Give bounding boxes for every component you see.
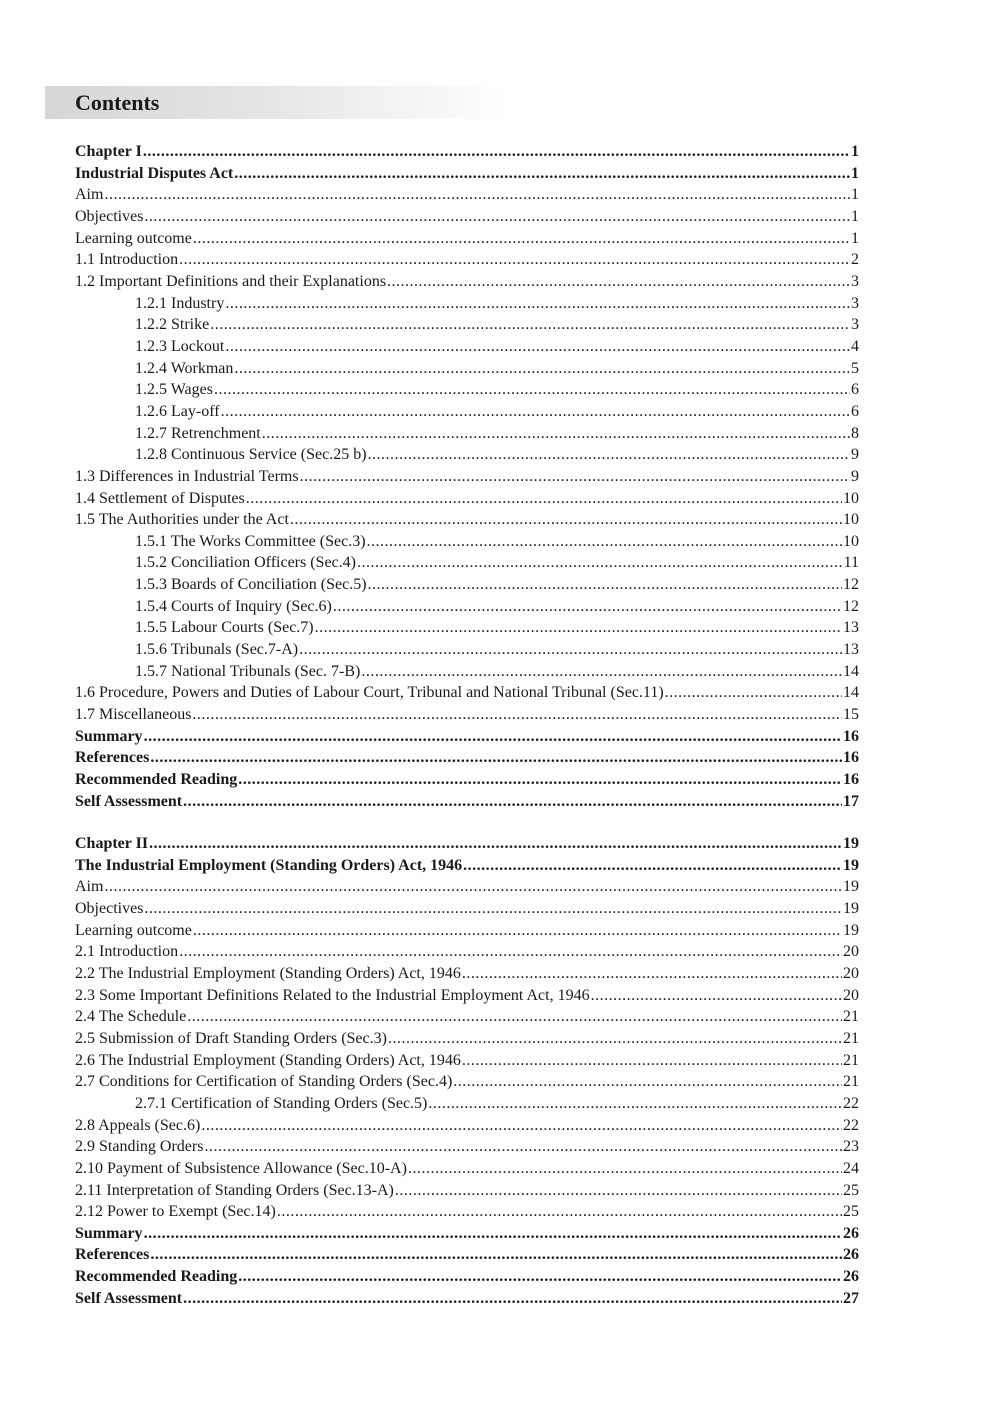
toc-entry-label: 2.3 Some Important Definitions Related to the Industrial Employment Act, 1946 xyxy=(75,986,590,1004)
toc-page-number: 20 xyxy=(843,964,859,982)
toc-page-number: 9 xyxy=(851,446,859,464)
toc-page-number: 14 xyxy=(843,684,859,702)
toc-entry[interactable] xyxy=(75,509,859,531)
toc-entry[interactable] xyxy=(75,682,859,704)
toc-entry[interactable] xyxy=(75,228,859,250)
toc-entry[interactable] xyxy=(75,1115,859,1137)
toc-dot-leader xyxy=(462,1050,842,1072)
toc-dot-leader xyxy=(225,293,850,315)
toc-entry[interactable] xyxy=(75,898,859,920)
toc-page-number: 1 xyxy=(851,164,859,182)
toc-page-number: 6 xyxy=(851,381,859,399)
toc-entry-label: 1.6 Procedure, Powers and Duties of Labour Court, Tribunal and National Tribunal (Sec.11) xyxy=(75,684,664,702)
toc-dot-leader xyxy=(246,488,842,510)
toc-page-number: 25 xyxy=(843,1203,859,1221)
toc-entry[interactable] xyxy=(75,1158,859,1180)
toc-dot-leader xyxy=(150,747,842,769)
toc-page-number: 4 xyxy=(851,337,859,355)
toc-page-number: 23 xyxy=(843,1138,859,1156)
toc-page-number: 20 xyxy=(843,986,859,1004)
toc-entry-label: 2.11 Interpretation of Standing Orders (Sec.13-A) xyxy=(75,1181,394,1199)
toc-dot-leader xyxy=(300,466,850,488)
toc-dot-leader xyxy=(221,401,850,423)
toc-entry[interactable] xyxy=(75,141,859,163)
toc-entry[interactable] xyxy=(75,791,859,813)
toc-entry[interactable] xyxy=(75,466,859,488)
toc-entry-label: Learning outcome xyxy=(75,921,192,939)
toc-entry-label: 1.4 Settlement of Disputes xyxy=(75,489,245,507)
toc-page-number: 2 xyxy=(851,251,859,269)
toc-dot-leader xyxy=(150,1244,842,1266)
toc-entry-label: 1.7 Miscellaneous xyxy=(75,706,192,724)
toc-entry-label: References xyxy=(75,1246,150,1264)
chapter-2-entries xyxy=(75,833,859,1309)
toc-entry[interactable] xyxy=(75,963,859,985)
toc-page-number: 11 xyxy=(843,554,859,572)
toc-page-number: 20 xyxy=(843,943,859,961)
toc-entry-label: 1.2.2 Strike xyxy=(135,316,210,334)
toc-page-number: 19 xyxy=(843,856,859,874)
toc-entry-label: 1.5.2 Conciliation Officers (Sec.4) xyxy=(135,554,356,572)
toc-entry[interactable] xyxy=(75,444,859,466)
toc-dot-leader xyxy=(463,855,842,877)
toc-entry-label: 1.2.8 Continuous Service (Sec.25 b) xyxy=(135,446,367,464)
toc-entry[interactable] xyxy=(75,704,859,726)
toc-page-number: 26 xyxy=(843,1224,859,1242)
toc-dot-leader xyxy=(201,1115,842,1137)
toc-entry[interactable] xyxy=(75,1071,859,1093)
toc-dot-leader xyxy=(183,791,842,813)
toc-entry-label: Learning outcome xyxy=(75,229,192,247)
toc-entry-label: 1.2 Important Definitions and their Explanations xyxy=(75,272,387,290)
toc-dot-leader xyxy=(204,1136,842,1158)
toc-entry[interactable] xyxy=(75,206,859,228)
toc-entry[interactable] xyxy=(75,1006,859,1028)
toc-page-number: 21 xyxy=(843,1008,859,1026)
toc-dot-leader xyxy=(368,444,850,466)
toc-entry-label: Objectives xyxy=(75,899,144,917)
toc-entry[interactable] xyxy=(75,833,859,855)
toc-entry-label: 1.2.3 Lockout xyxy=(135,337,225,355)
toc-page-number: 15 xyxy=(843,706,859,724)
toc-page-number: 21 xyxy=(843,1073,859,1091)
toc-entry-label: 2.2 The Industrial Employment (Standing Orders) Act, 1946 xyxy=(75,964,461,982)
toc-page-number: 1 xyxy=(851,207,859,225)
toc-entry-label: Chapter II xyxy=(75,835,149,852)
toc-page-number: 16 xyxy=(843,771,859,789)
toc-entry[interactable] xyxy=(75,293,859,315)
toc-entry[interactable] xyxy=(75,401,859,423)
toc-dot-leader xyxy=(193,228,850,250)
toc-entry[interactable] xyxy=(75,1180,859,1202)
toc-dot-leader xyxy=(144,726,842,748)
toc-entry-label: 1.2.7 Retrenchment xyxy=(135,424,261,442)
toc-entry-label: The Industrial Employment (Standing Orders) Act, 1946 xyxy=(75,856,463,874)
toc-entry[interactable] xyxy=(75,336,859,358)
toc-entry-label: References xyxy=(75,749,150,767)
toc-entry[interactable] xyxy=(75,574,859,596)
toc-dot-leader xyxy=(183,1288,842,1310)
toc-entry-label: 2.10 Payment of Subsistence Allowance (Sec.10-A) xyxy=(75,1159,407,1177)
toc-dot-leader xyxy=(179,249,850,271)
toc-entry[interactable] xyxy=(75,488,859,510)
toc-page-number: 1 xyxy=(851,143,859,160)
toc-entry-label: 2.6 The Industrial Employment (Standing Orders) Act, 1946 xyxy=(75,1051,461,1069)
toc-entry-label: 2.4 The Schedule xyxy=(75,1008,187,1026)
toc-dot-leader xyxy=(315,617,842,639)
toc-page-number: 26 xyxy=(843,1246,859,1264)
toc-entry[interactable] xyxy=(75,769,859,791)
toc-page-number: 3 xyxy=(851,272,859,290)
toc-dot-leader xyxy=(387,271,850,293)
toc-dot-leader xyxy=(277,1201,842,1223)
toc-entry[interactable] xyxy=(75,1050,859,1072)
toc-page-number: 6 xyxy=(851,402,859,420)
toc-page-number: 16 xyxy=(843,749,859,767)
toc-entry[interactable] xyxy=(75,661,859,683)
toc-page-number: 1 xyxy=(851,229,859,247)
toc-entry-label: 2.5 Submission of Draft Standing Orders (Sec.3) xyxy=(75,1029,387,1047)
toc-dot-leader xyxy=(214,379,850,401)
toc-dot-leader xyxy=(453,1071,842,1093)
toc-dot-leader xyxy=(225,336,850,358)
toc-entry-label: Summary xyxy=(75,727,143,745)
toc-page-number: 22 xyxy=(843,1116,859,1134)
toc-dot-leader xyxy=(367,531,842,553)
toc-dot-leader xyxy=(357,552,843,574)
chapter-1-entries xyxy=(75,141,859,812)
toc-page-number: 10 xyxy=(843,511,859,529)
toc-dot-leader xyxy=(179,941,842,963)
toc-page-number: 13 xyxy=(843,619,859,637)
toc-dot-leader xyxy=(361,661,842,683)
toc-entry-label: 1.5.5 Labour Courts (Sec.7) xyxy=(135,619,314,637)
toc-dot-leader xyxy=(234,163,850,185)
toc-entry-label: 1.5 The Authorities under the Act xyxy=(75,511,289,529)
toc-entry[interactable] xyxy=(75,617,859,639)
toc-dot-leader xyxy=(591,985,842,1007)
toc-page-number: 10 xyxy=(843,532,859,550)
toc-entry[interactable] xyxy=(75,1266,859,1288)
toc-dot-leader xyxy=(333,596,842,618)
toc-entry[interactable] xyxy=(75,358,859,380)
toc-entry[interactable] xyxy=(75,1288,859,1310)
toc-entry-label: 1.2.5 Wages xyxy=(135,381,213,399)
toc-dot-leader xyxy=(144,1223,842,1245)
toc-dot-leader xyxy=(144,898,842,920)
toc-dot-leader xyxy=(149,833,842,855)
toc-page-number: 13 xyxy=(843,641,859,659)
toc-entry-label: 2.12 Power to Exempt (Sec.14) xyxy=(75,1203,276,1221)
toc-dot-leader xyxy=(665,682,842,704)
toc-dot-leader xyxy=(408,1158,842,1180)
toc-page-number: 14 xyxy=(843,662,859,680)
toc-dot-leader xyxy=(143,141,850,163)
toc-entry[interactable] xyxy=(75,1136,859,1158)
toc-page-number: 21 xyxy=(843,1029,859,1047)
toc-dot-leader xyxy=(104,184,850,206)
toc-page-number: 10 xyxy=(843,489,859,507)
contents-heading-band xyxy=(45,86,510,119)
toc-page-number: 5 xyxy=(851,359,859,377)
toc-entry-label: 2.1 Introduction xyxy=(75,943,179,961)
toc-entry-label: 2.7.1 Certification of Standing Orders (Sec.5) xyxy=(135,1094,428,1112)
toc-entry[interactable] xyxy=(75,379,859,401)
toc-page-number: 12 xyxy=(843,597,859,615)
toc-entry[interactable] xyxy=(75,985,859,1007)
toc-dot-leader xyxy=(238,769,842,791)
toc-entry-label: 2.9 Standing Orders xyxy=(75,1138,204,1156)
toc-page-number: 3 xyxy=(851,294,859,312)
toc-entry-label: 1.2.1 Industry xyxy=(135,294,225,312)
toc-entry[interactable] xyxy=(75,941,859,963)
toc-page-number: 25 xyxy=(843,1181,859,1199)
toc-entry[interactable] xyxy=(75,163,859,185)
toc-page-number: 1 xyxy=(851,186,859,204)
toc-entry[interactable] xyxy=(75,596,859,618)
toc-page-number: 12 xyxy=(843,576,859,594)
toc-dot-leader xyxy=(238,1266,842,1288)
toc-entry[interactable] xyxy=(75,855,859,877)
toc-page-number: 26 xyxy=(843,1268,859,1286)
toc-entry-label: 1.5.7 National Tribunals (Sec. 7-B) xyxy=(135,662,361,680)
toc-dot-leader xyxy=(462,963,842,985)
toc-entry-label: Chapter I xyxy=(75,143,142,160)
toc-page-number: 19 xyxy=(843,878,859,896)
toc-page-number: 9 xyxy=(851,467,859,485)
toc-dot-leader xyxy=(144,206,850,228)
toc-page-number: 8 xyxy=(851,424,859,442)
toc-page-number: 27 xyxy=(843,1289,859,1307)
toc-entry-label: Objectives xyxy=(75,207,144,225)
toc-dot-leader xyxy=(187,1006,842,1028)
toc-page-number: 19 xyxy=(843,921,859,939)
toc-page-number: 17 xyxy=(843,792,859,810)
toc-page-number: 3 xyxy=(851,316,859,334)
toc-entry-label: Aim xyxy=(75,186,104,204)
toc-dot-leader xyxy=(290,509,842,531)
toc-entry[interactable] xyxy=(75,249,859,271)
toc-page-number: 22 xyxy=(843,1094,859,1112)
toc-entry-label: 1.5.6 Tribunals (Sec.7-A) xyxy=(135,641,299,659)
toc-entry[interactable] xyxy=(75,1093,859,1115)
toc-page-number: 21 xyxy=(843,1051,859,1069)
toc-dot-leader xyxy=(368,574,842,596)
toc-entry[interactable] xyxy=(75,1223,859,1245)
toc-entry-label: 2.8 Appeals (Sec.6) xyxy=(75,1116,201,1134)
toc-entry-label: 2.7 Conditions for Certification of Standing Orders (Sec.4) xyxy=(75,1073,453,1091)
toc-dot-leader xyxy=(395,1180,842,1202)
toc-dot-leader xyxy=(299,639,842,661)
toc-entry-label: Self Assessment xyxy=(75,1289,183,1307)
toc-entry-label: 1.1 Introduction xyxy=(75,251,179,269)
toc-entry-label: Aim xyxy=(75,878,104,896)
toc-entry-label: 1.3 Differences in Industrial Terms xyxy=(75,467,299,485)
toc-entry[interactable] xyxy=(75,639,859,661)
toc-page-number: 19 xyxy=(843,835,859,852)
toc-dot-leader xyxy=(428,1093,842,1115)
toc-entry[interactable] xyxy=(75,876,859,898)
toc-entry-label: Self Assessment xyxy=(75,792,183,810)
toc-entry-label: 1.5.3 Boards of Conciliation (Sec.5) xyxy=(135,576,367,594)
toc-entry[interactable] xyxy=(75,531,859,553)
toc-page-number: 16 xyxy=(843,727,859,745)
toc-entry[interactable] xyxy=(75,184,859,206)
toc-page-number: 19 xyxy=(843,899,859,917)
toc-entry[interactable] xyxy=(75,920,859,942)
toc-entry-label: 1.5.1 The Works Committee (Sec.3) xyxy=(135,532,366,550)
toc-entry[interactable] xyxy=(75,726,859,748)
toc-dot-leader xyxy=(234,358,850,380)
toc-entry[interactable] xyxy=(75,314,859,336)
toc-entry-label: Recommended Reading xyxy=(75,771,238,789)
toc-entry-label: Recommended Reading xyxy=(75,1268,238,1286)
toc-entry-label: Summary xyxy=(75,1224,143,1242)
toc-entry-label: Industrial Disputes Act xyxy=(75,164,234,182)
toc-dot-leader xyxy=(192,704,842,726)
page-title: Contents xyxy=(75,90,160,115)
toc-dot-leader xyxy=(210,314,850,336)
toc-entry[interactable] xyxy=(75,423,859,445)
toc-dot-leader xyxy=(193,920,842,942)
toc-entry[interactable] xyxy=(75,1244,859,1266)
toc-entry[interactable] xyxy=(75,552,859,574)
toc-entry-label: 1.5.4 Courts of Inquiry (Sec.6) xyxy=(135,597,332,615)
toc-dot-leader xyxy=(104,876,842,898)
toc-entry[interactable] xyxy=(75,1201,859,1223)
toc-dot-leader xyxy=(388,1028,842,1050)
toc-entry[interactable] xyxy=(75,1028,859,1050)
toc-entry[interactable] xyxy=(75,271,859,293)
toc-entry-label: 1.2.4 Workman xyxy=(135,359,234,377)
toc-entry[interactable] xyxy=(75,747,859,769)
toc-entry-label: 1.2.6 Lay-off xyxy=(135,402,220,420)
toc-page-number: 24 xyxy=(843,1159,859,1177)
toc-dot-leader xyxy=(262,423,850,445)
